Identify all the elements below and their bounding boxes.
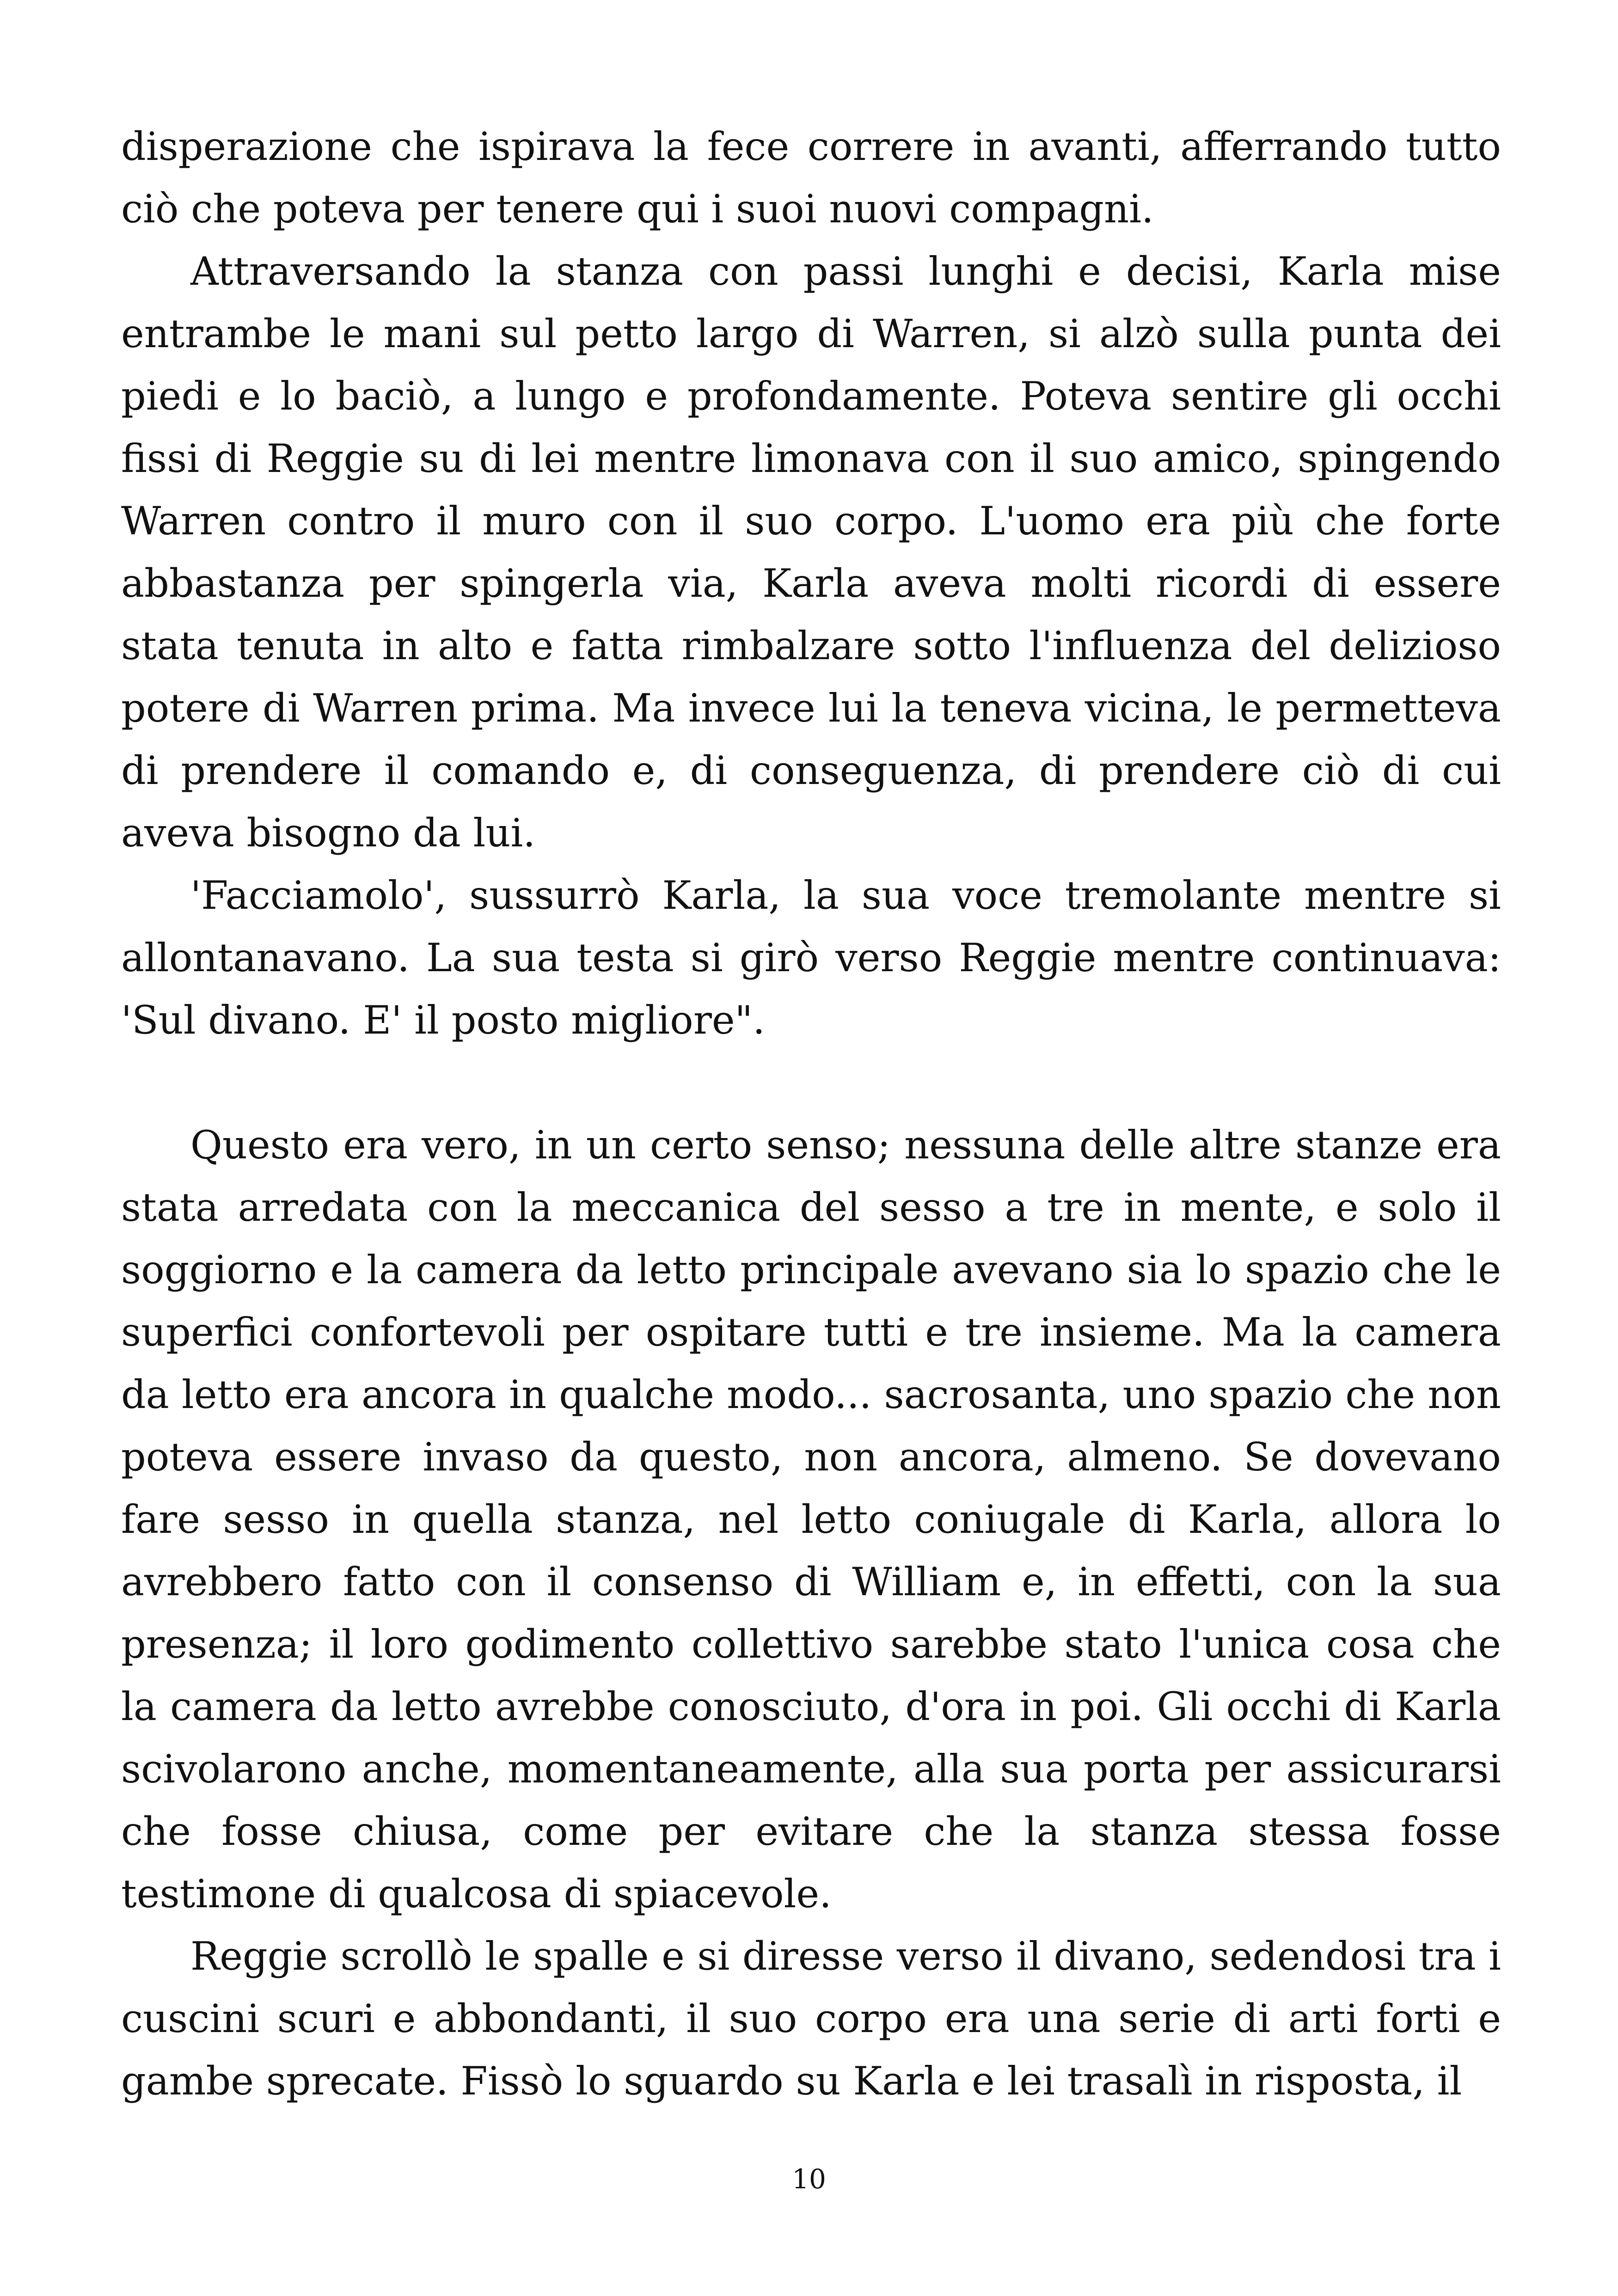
paragraph-2: Attraversando la stanza con passi lunghi e decisi, Karla mise entrambe le mani sul petto largo di Warren, si alzò sulla punta dei piedi e lo baciò, a lungo e profondamente. Poteva sentire gli occhi fissi di Reggie su di lei mentre limonava con il suo amico, spingendo Warren contro il muro con il suo corpo. L'uomo era più che forte abbastanza per spingerla via, Karla aveva molti ricordi di essere stata tenuta in alto e fatta rimbalzare sotto l'influenza del delizioso potere di Warren prima. Ma invece lui la teneva vicina, le permetteva di prendere il comando e, di conseguenza, di prendere ciò di cui aveva bisogno da lui. <box>121 249 1501 856</box>
body-text <box>121 116 1501 2112</box>
paragraph-1: disperazione che ispirava la fece correre in avanti, afferrando tutto ciò che poteva per tenere qui i suoi nuovi compagni. <box>121 124 1501 232</box>
paragraph-3: 'Facciamolo', sussurrò Karla, la sua voce tremolante mentre si allontanavano. La sua testa si girò verso Reggie mentre continuava: 'Sul divano. E' il posto migliore". <box>121 873 1501 1043</box>
section-break <box>121 1052 1501 1114</box>
paragraph-5: Reggie scrollò le spalle e si diresse verso il divano, sedendosi tra i cuscini scuri e abbondanti, il suo corpo era una serie di arti forti e gambe sprecate. Fissò lo sguardo su Karla e lei trasalì in risposta, il <box>121 1934 1501 2104</box>
paragraph-4: Questo era vero, in un certo senso; nessuna delle altre stanze era stata arredata con la meccanica del sesso a tre in mente, e solo il soggiorno e la camera da letto principale avevano sia lo spazio che le superfici confortevoli per ospitare tutti e tre insieme. Ma la camera da letto era ancora in qualche modo... sacrosanta, uno spazio che non poteva essere invaso da questo, non ancora, almeno. Se dovevano fare sesso in quella stanza, nel letto coniugale di Karla, allora lo avrebbero fatto con il consenso di William e, in effetti, con la sua presenza; il loro godimento collettivo sarebbe stato l'unica cosa che la camera da letto avrebbe conosciuto, d'ora in poi. Gli occhi di Karla scivolarono anche, momentaneamente, alla sua porta per assicurarsi che fosse chiusa, come per evitare che la stanza stessa fosse testimone di qualcosa di spiacevole. <box>121 1122 1501 1916</box>
page-number: 10 <box>792 2163 826 2195</box>
